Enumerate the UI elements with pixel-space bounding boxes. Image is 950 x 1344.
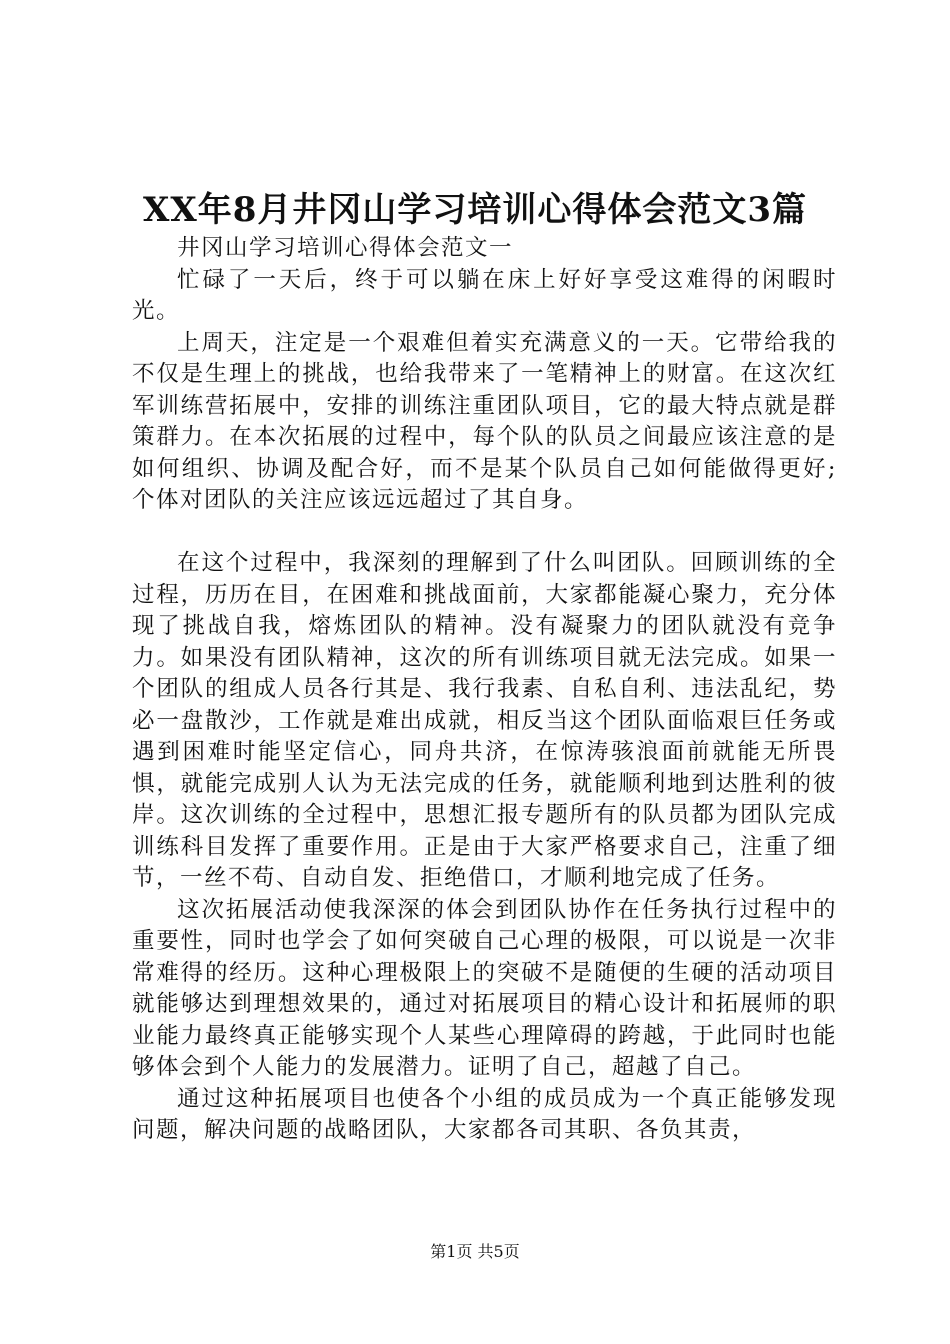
page-footer: 第1页 共5页: [430, 1242, 520, 1261]
paragraph: 这次拓展活动使我深深的体会到团队协作在任务执行过程中的重要性，同时也学会了如何突破自己心理的极限，可以说是一次非常难得的经历。这种心理极限上的突破不是随便的生硬的活动项目就能够达到理想效果的，通过对拓展项目的精心设计和拓展师的职业能力最终真正能够实现个人某些心理障碍的跨越，于此同时也能够体会到个人能力的发展潜力。证明了自己，超越了自己。: [132, 896, 837, 1080]
paragraph: 通过这种拓展项目也使各个小组的成员成为一个真正能够发现问题，解决问题的战略团队，大家都各司其职、各负其责，: [132, 1085, 837, 1143]
paragraph: 忙碌了一天后，终于可以躺在床上好好享受这难得的闲暇时光。: [132, 266, 837, 324]
document-body: [132, 233, 837, 1147]
section-heading: 井冈山学习培训心得体会范文一: [177, 235, 514, 261]
document-title: XX年8月井冈山学习培训心得体会范文3篇: [142, 190, 808, 230]
paragraph: 上周天，注定是一个艰难但着实充满意义的一天。它带给我的不仅是生理上的挑战，也给我带来了一笔精神上的财富。在这次红军训练营拓展中，安排的训练注重团队项目，它的最大特点就是群策群力。在本次拓展的过程中，每个队的队员之间最应该注意的是如何组织、协调及配合好，而不是某个队员自己如何能做得更好;个体对团队的关注应该远远超过了其自身。: [132, 329, 837, 513]
paragraph: 在这个过程中，我深刻的理解到了什么叫团队。回顾训练的全过程，历历在目，在困难和挑战面前，大家都能凝心聚力，充分体现了挑战自我，熔炼团队的精神。没有凝聚力的团队就没有竞争力。如果没有团队精神，这次的所有训练项目就无法完成。如果一个团队的组成人员各行其是、我行我素、自私自利、违法乱纪，势必一盘散沙，工作就是难出成就，相反当这个团队面临艰巨任务或遇到困难时能坚定信心，同舟共济，在惊涛骇浪面前就能无所畏惧，就能完成别人认为无法完成的任务，就能顺利地到达胜利的彼岸。这次训练的全过程中，思想汇报专题所有的队员都为团队完成训练科目发挥了重要作用。正是由于大家严格要求自己，注重了细节，一丝不苟、自动自发、拒绝借口，才顺利地完成了任务。: [132, 550, 837, 891]
